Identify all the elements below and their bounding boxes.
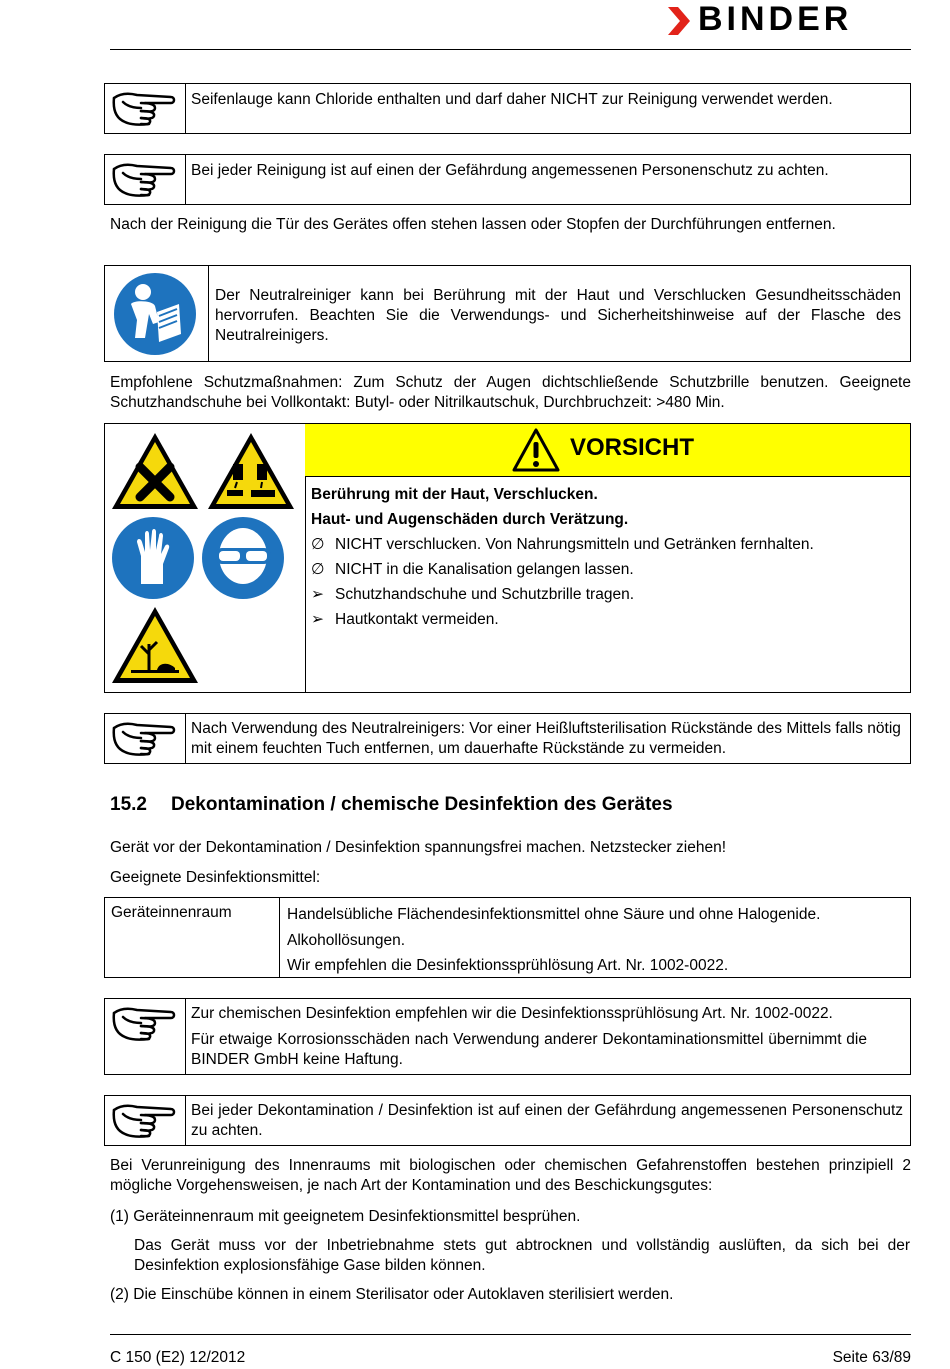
prohibited-icon: ∅ [311, 536, 325, 553]
prohibited-icon: ∅ [311, 561, 325, 578]
footer-document-id: C 150 (E2) 12/2012 [110, 1349, 246, 1366]
pointing-hand-icon [111, 159, 177, 199]
warning-box [104, 423, 911, 693]
warning-item [311, 607, 901, 632]
hand-icon-cell [105, 155, 186, 204]
list-item-2: (2) Die Einschübe können in einem Sterilisator oder Autoklaven sterilisiert werden. [110, 1286, 674, 1303]
warning-bold-1: Berührung mit der Haut, Verschlucken. [311, 486, 598, 503]
brand-name: BINDER [698, 0, 853, 38]
goggles-icon [201, 516, 285, 600]
disinfectant-table [104, 897, 911, 978]
pointing-hand-icon [111, 718, 177, 758]
contamination-paragraph: Bei Verunreinigung des Innenraums mit biologischen oder chemischen Gefahrenstoffen bestehen prinzipiell 2 mögliche Vorgehensweisen, je nach Art der Kontamination und des Beschickungsgutes: [110, 1157, 911, 1194]
manual-box [104, 265, 911, 362]
note-box-4 [104, 998, 911, 1075]
header-rule [110, 49, 911, 50]
warning-body [311, 482, 901, 632]
note-text-5: Bei jeder Dekontamination / Desinfektion ist auf einen der Gefährdung angemessenen Personenschutz zu achten. [191, 1102, 903, 1139]
warning-item-text: NICHT verschlucken. Von Nahrungsmitteln und Getränken fernhalten. [335, 536, 814, 553]
note-box-1 [104, 83, 911, 134]
table-label: Geräteinnenraum [111, 904, 232, 921]
protection-paragraph: Empfohlene Schutzmaßnahmen: Zum Schutz der Augen dichtschließende Schutzbrille benutzen. Geeignete Schutzhandschuhe bei Vollkontakt: Butyl- oder Nitrilkautschuk, Durchbruchzeit: >480 Min. [110, 374, 911, 411]
warning-item-text: NICHT in die Kanalisation gelangen lassen. [335, 561, 634, 578]
disconnect-paragraph: Gerät vor der Dekontamination / Desinfektion spannungsfrei machen. Netzstecker ziehen! [110, 839, 727, 856]
table-row: Wir empfehlen die Desinfektionssprühlösung Art. Nr. 1002-0022. [287, 957, 729, 974]
note-box-3 [104, 713, 911, 764]
pointing-hand-icon [111, 88, 177, 128]
hand-icon-cell [105, 714, 186, 763]
table-value-cell [287, 902, 820, 979]
footer-rule [110, 1334, 911, 1335]
manual-text: Der Neutralreiniger kann bei Berührung mit der Haut und Verschlucken Gesundheitsschäden hervorrufen. Beachten Sie die Verwendungs- und Sicherheitshinweise auf der Flasche des Neutralreinigers. [215, 287, 901, 344]
list-item-1-detail: Das Gerät muss vor der Inbetriebnahme stets gut abtrocknen und vollständig auslüften, da sich bei der Desinfektion explosionsfähige Gase bilden können. [134, 1237, 910, 1274]
gloves-icon [111, 516, 195, 600]
section-heading [110, 794, 673, 816]
note-text-3: Nach Verwendung des Neutralreinigers: Vor einer Heißluftsterilisation Rückstände des Mittels falls nötig mit einem feuchten Tuch entfernen, um dauerhafte Rückstände zu vermeiden. [191, 720, 901, 757]
table-label-cell [105, 898, 280, 977]
hand-icon-cell [105, 84, 186, 133]
note-text-4b: Für etwaige Korrosionsschäden nach Verwendung anderer Dekontaminationsmittel übernimmt die BINDER GmbH keine Haftung. [191, 1031, 867, 1068]
table-row: Handelsübliche Flächendesinfektionsmittel ohne Säure und ohne Halogenide. [287, 906, 821, 923]
pictogram-cell [105, 424, 306, 692]
warning-bold-2: Haut- und Augenschäden durch Verätzung. [311, 511, 629, 528]
suitable-paragraph: Geeignete Desinfektionsmittel: [110, 869, 321, 886]
note-box-2 [104, 154, 911, 205]
arrow-bullet-icon: ➢ [311, 586, 324, 603]
footer-page-number: Seite 63/89 [832, 1349, 911, 1366]
list-item-1: (1) Geräteinnenraum mit geeignetem Desinfektionsmittel besprühen. [110, 1208, 581, 1225]
section-title: Dekontamination / chemische Desinfektion des Gerätes [171, 794, 673, 815]
note-text-2: Bei jeder Reinigung ist auf einen der Gefährdung angemessenen Personenschutz zu achten. [191, 162, 829, 179]
pointing-hand-icon [111, 1003, 177, 1043]
warning-header [305, 424, 910, 477]
hand-icon-cell [105, 999, 186, 1074]
warning-item [311, 582, 901, 607]
warning-item-text: Schutzhandschuhe und Schutzbrille tragen. [335, 586, 635, 603]
environment-hazard-icon [109, 604, 201, 686]
binder-logo [666, 0, 916, 38]
harmful-icon [109, 430, 201, 512]
warning-item [311, 532, 901, 557]
pointing-hand-icon [111, 1100, 177, 1140]
cleaning-paragraph: Nach der Reinigung die Tür des Gerätes offen stehen lassen oder Stopfen der Durchführungen entfernen. [110, 216, 836, 233]
hand-icon-cell [105, 1096, 186, 1145]
table-row: Alkohollösungen. [287, 931, 406, 949]
manual-icon-cell [105, 266, 209, 361]
warning-item-text: Hautkontakt vermeiden. [335, 611, 499, 628]
note-text-1: Seifenlauge kann Chloride enthalten und darf daher NICHT zur Reinigung verwendet werden. [191, 91, 833, 108]
binder-logo-mark [666, 7, 692, 35]
warning-triangle-icon [511, 427, 561, 473]
arrow-bullet-icon: ➢ [311, 611, 324, 628]
warning-title: VORSICHT [570, 434, 695, 461]
note-box-5 [104, 1095, 911, 1146]
section-number: 15.2 [110, 794, 147, 815]
corrosive-icon [205, 430, 297, 512]
note-text-4a: Zur chemischen Desinfektion empfehlen wir die Desinfektionssprühlösung Art. Nr. 1002-0022. [191, 1005, 833, 1022]
warning-item [311, 557, 901, 582]
read-manual-icon [113, 272, 197, 356]
